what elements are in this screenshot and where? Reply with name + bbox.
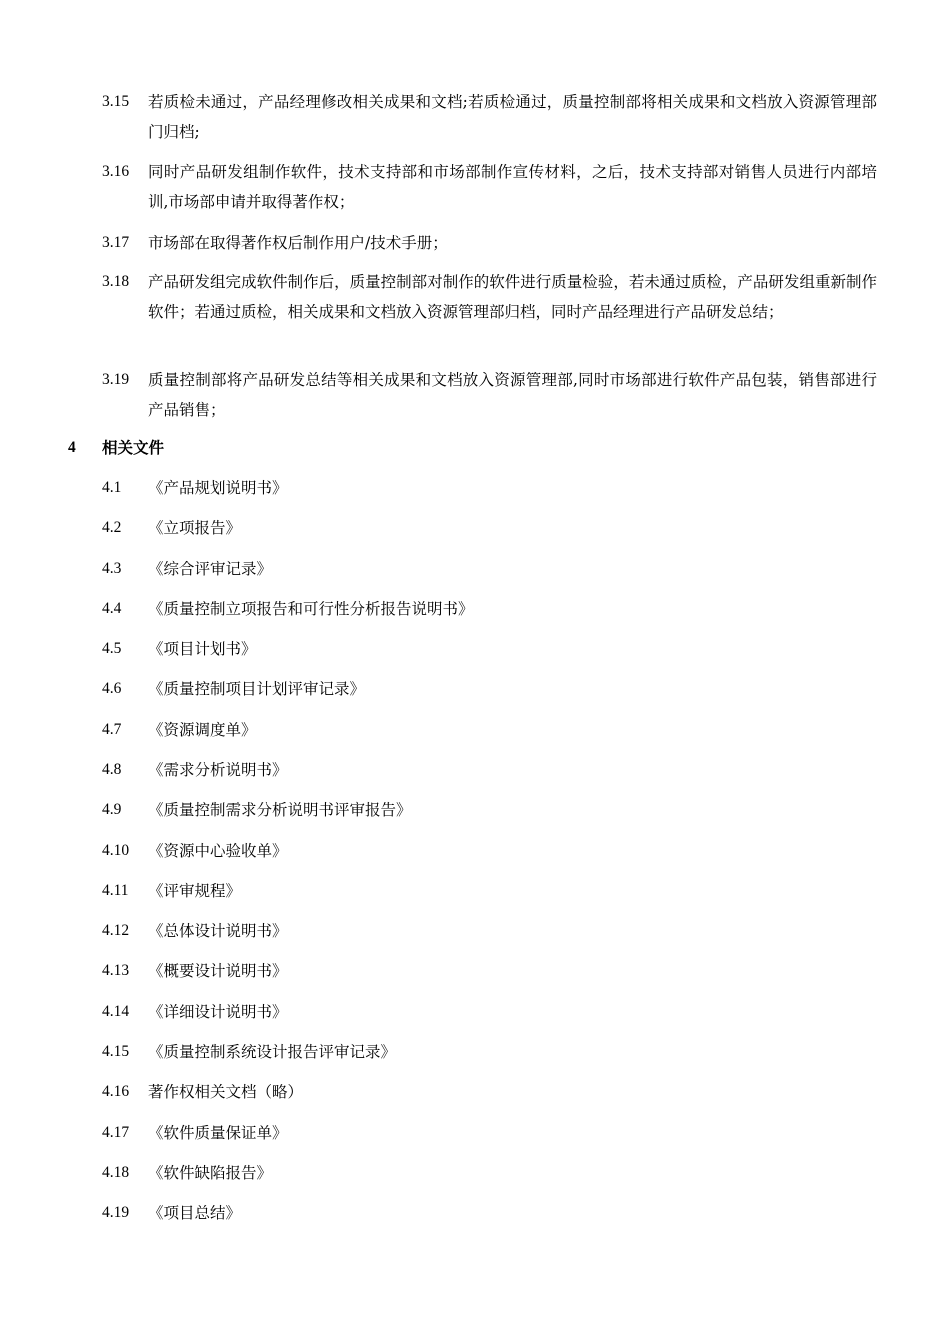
step-number: 3.19 [102, 371, 130, 388]
reference-text: 《资源调度单》 [148, 721, 257, 739]
reference-number: 4.4 [102, 600, 122, 617]
reference-text: 《软件质量保证单》 [148, 1124, 288, 1142]
reference-text: 《立项报告》 [148, 519, 242, 537]
reference-number: 4.10 [102, 842, 130, 859]
step-number: 3.17 [102, 234, 130, 251]
reference-number: 4.11 [102, 882, 129, 899]
step-text: 市场部在取得著作权后制作用户/技术手册； [148, 234, 448, 252]
reference-number: 4.7 [102, 721, 122, 738]
reference-text: 《需求分析说明书》 [148, 761, 288, 779]
step-text: 同时产品研发组制作软件，技术支持部和市场部制作宣传材料，之后，技术支持部对销售人员进行内部培训,市场部申请并取得著作权； [148, 163, 877, 211]
reference-text: 《资源中心验收单》 [148, 842, 288, 860]
reference-number: 4.12 [102, 922, 130, 939]
reference-number: 4.3 [102, 560, 122, 577]
reference-number: 4.14 [102, 1003, 130, 1020]
reference-number: 4.15 [102, 1043, 130, 1060]
step-number: 3.15 [102, 93, 130, 110]
section-title: 相关文件 [102, 438, 165, 457]
reference-text: 《项目总结》 [148, 1204, 242, 1222]
reference-text: 《概要设计说明书》 [148, 962, 288, 980]
step-item-3-16 [102, 157, 877, 217]
step-number: 3.16 [102, 163, 130, 180]
reference-number: 4.2 [102, 519, 122, 536]
reference-number: 4.5 [102, 640, 122, 657]
step-item-3-15 [102, 87, 877, 147]
reference-text: 《评审规程》 [148, 882, 242, 900]
reference-text: 《质量控制项目计划评审记录》 [148, 680, 366, 698]
reference-text: 《质量控制立项报告和可行性分析报告说明书》 [148, 600, 474, 618]
reference-text: 《质量控制系统设计报告评审记录》 [148, 1043, 397, 1061]
reference-number: 4.13 [102, 962, 130, 979]
reference-number: 4.1 [102, 479, 122, 496]
reference-text: 著作权相关文档（略） [148, 1083, 304, 1101]
step-item-3-18 [102, 267, 877, 327]
reference-text: 《质量控制需求分析说明书评审报告》 [148, 801, 412, 819]
reference-number: 4.8 [102, 761, 122, 778]
reference-text: 《综合评审记录》 [148, 560, 273, 578]
reference-number: 4.17 [102, 1124, 130, 1141]
reference-text: 《项目计划书》 [148, 640, 257, 658]
step-text: 产品研发组完成软件制作后，质量控制部对制作的软件进行质量检验，若未通过质检，产品研发组重新制作软件；若通过质检，相关成果和文档放入资源管理部归档，同时产品经理进行产品研发总结； [148, 273, 877, 321]
reference-text: 《产品规划说明书》 [148, 479, 288, 497]
section-number: 4 [68, 439, 76, 456]
reference-number: 4.16 [102, 1083, 130, 1100]
reference-number: 4.18 [102, 1164, 130, 1181]
step-item-3-19 [102, 365, 877, 425]
reference-number: 4.6 [102, 680, 122, 697]
step-text: 质量控制部将产品研发总结等相关成果和文档放入资源管理部,同时市场部进行软件产品包装，销售部进行产品销售； [148, 371, 877, 419]
reference-number: 4.9 [102, 801, 122, 818]
step-text: 若质检未通过，产品经理修改相关成果和文档;若质检通过，质量控制部将相关成果和文档放入资源管理部门归档; [148, 93, 877, 141]
reference-text: 《总体设计说明书》 [148, 922, 288, 940]
reference-text: 《软件缺陷报告》 [148, 1164, 273, 1182]
reference-number: 4.19 [102, 1204, 130, 1221]
reference-text: 《详细设计说明书》 [148, 1003, 288, 1021]
step-item-3-17 [102, 228, 877, 258]
step-number: 3.18 [102, 273, 130, 290]
